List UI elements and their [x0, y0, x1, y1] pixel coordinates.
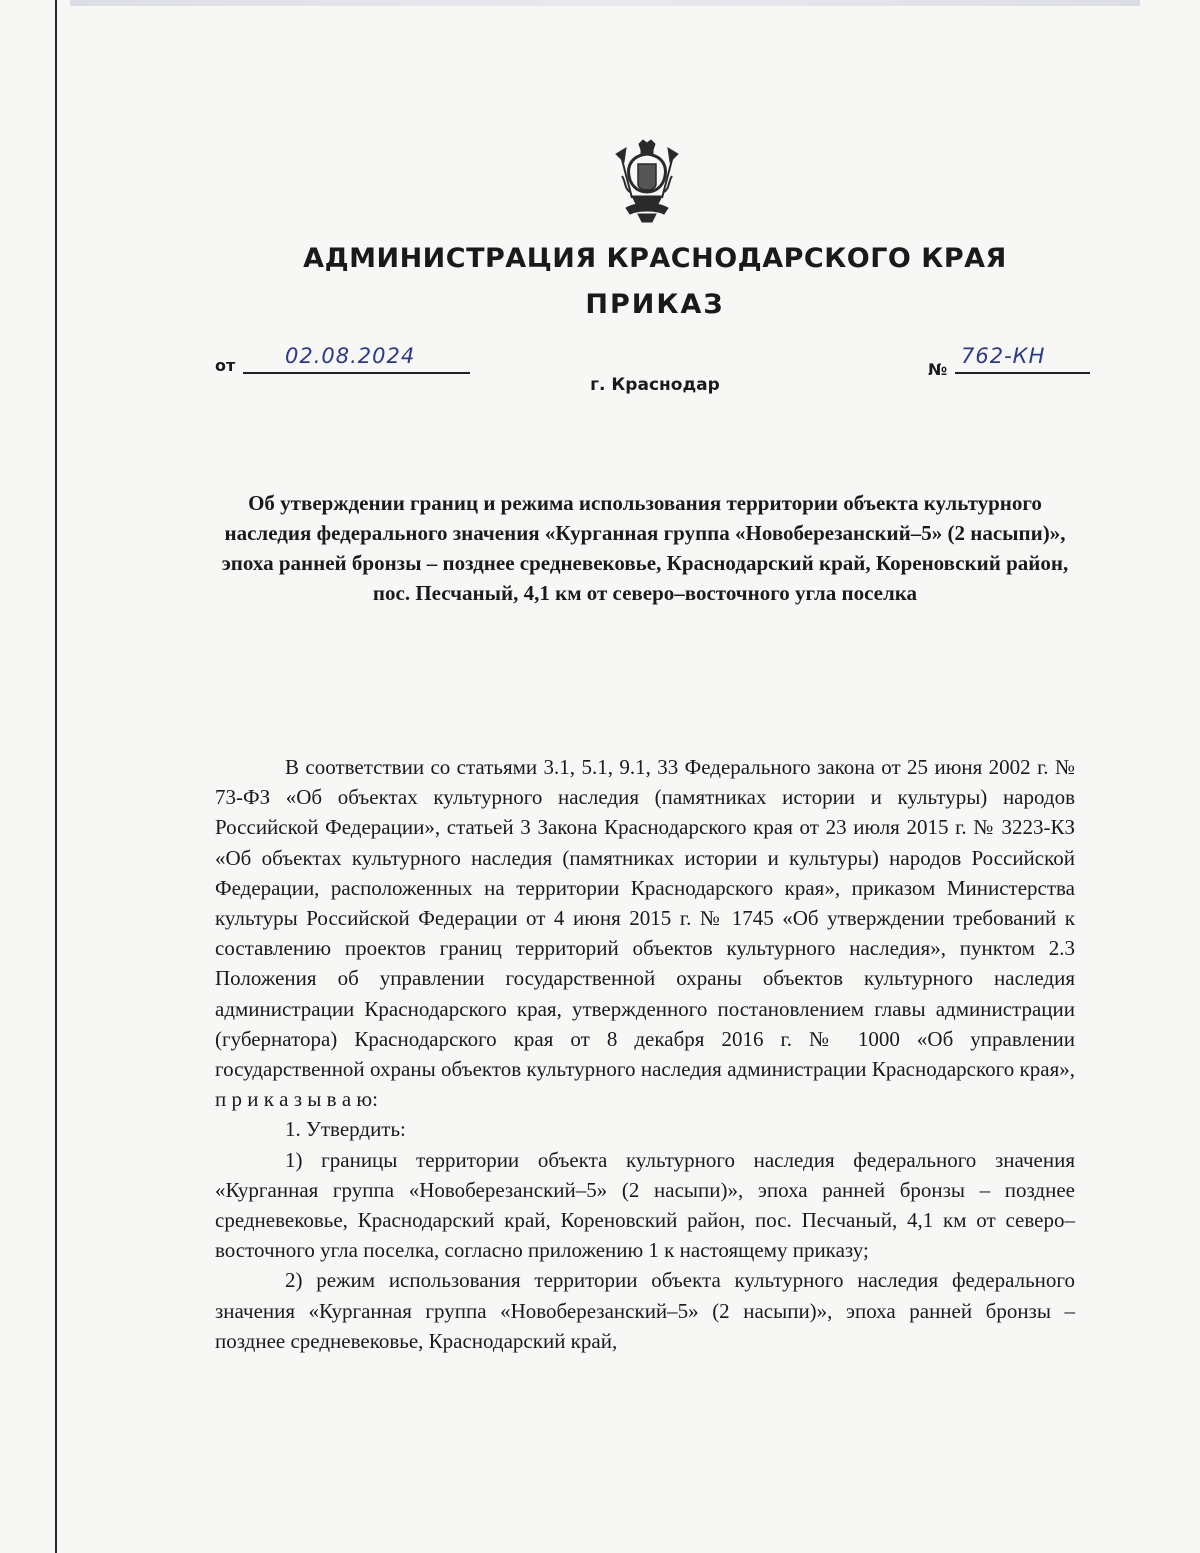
- clause-1-1: 1) границы территории объекта культурного наследия федерального значения «Курганная группа «Новоберезанский–5» (2 насыпи)», эпоха ранней бронзы – позднее средневековье, Краснодарский край, Кореновский район, пос. Песчаный, 4,1 км от северо–восточного угла поселка, согласно приложению 1 к настоящему приказу;: [215, 1147, 1075, 1263]
- scan-artifact-left-edge: [55, 0, 57, 1553]
- city: г. Краснодар: [590, 375, 720, 395]
- clause-1: 1. Утвердить:: [285, 1117, 406, 1142]
- coat-of-arms-icon: [608, 138, 686, 224]
- document-subject: Об утверждении границ и режима использования территории объекта культурного наследия федерального значения «Курганная группа «Новоберезанский–5» (2 насыпи)», эпоха ранней бронзы – позднее средневековье, Краснодарский край, Кореновский район, пос. Песчаный, 4,1 км от северо–восточного угла поселка: [221, 491, 1069, 605]
- number-field: [955, 344, 1090, 374]
- preamble-paragraph: В соответствии со статьями 3.1, 5.1, 9.1, 33 Федерального закона от 25 июня 2002 г. № 73-ФЗ «Об объектах культурного наследия (памятниках истории и культуры) народов Российской Федерации», статьей 3 Закона Краснодарского края от 23 июля 2015 г. № 3223-КЗ «Об объектах культурного наследия (памятниках истории и культуры) народов Российской Федерации, расположенных на территории Краснодарского края», приказом Министерства культуры Российской Федерации от 4 июня 2015 г. № 1745 «Об утверждении требований к составлению проектов границ территорий объектов культурного наследия», пунктом 2.3 Положения об управлении государственной охраны объектов культурного наследия администрации Краснодарского края, утвержденного постановлением главы администрации (губернатора) Краснодарского края от 8 декабря 2016 г. № 1000 «Об управлении государственной охраны объектов культурного наследия администрации Краснодарского края», п р и к а з ы в а ю:: [215, 755, 1075, 1112]
- organization-title: АДМИНИСТРАЦИЯ КРАСНОДАРСКОГО КРАЯ: [303, 243, 1007, 274]
- date-field: [243, 344, 470, 374]
- date-value: 02.08.2024: [285, 344, 416, 368]
- number-prefix: №: [928, 360, 948, 379]
- scan-artifact-top: [70, 0, 1140, 6]
- document-body: [215, 752, 1075, 1356]
- date-prefix: от: [215, 356, 236, 375]
- number-value: 762-КН: [961, 344, 1046, 368]
- clause-1-2: 2) режим использования территории объекта культурного наследия федерального значения «Курганная группа «Новоберезанский–5» (2 насыпи)», эпоха ранней бронзы – позднее средневековье, Краснодарский край,: [215, 1268, 1075, 1353]
- document-type: ПРИКАЗ: [585, 289, 725, 320]
